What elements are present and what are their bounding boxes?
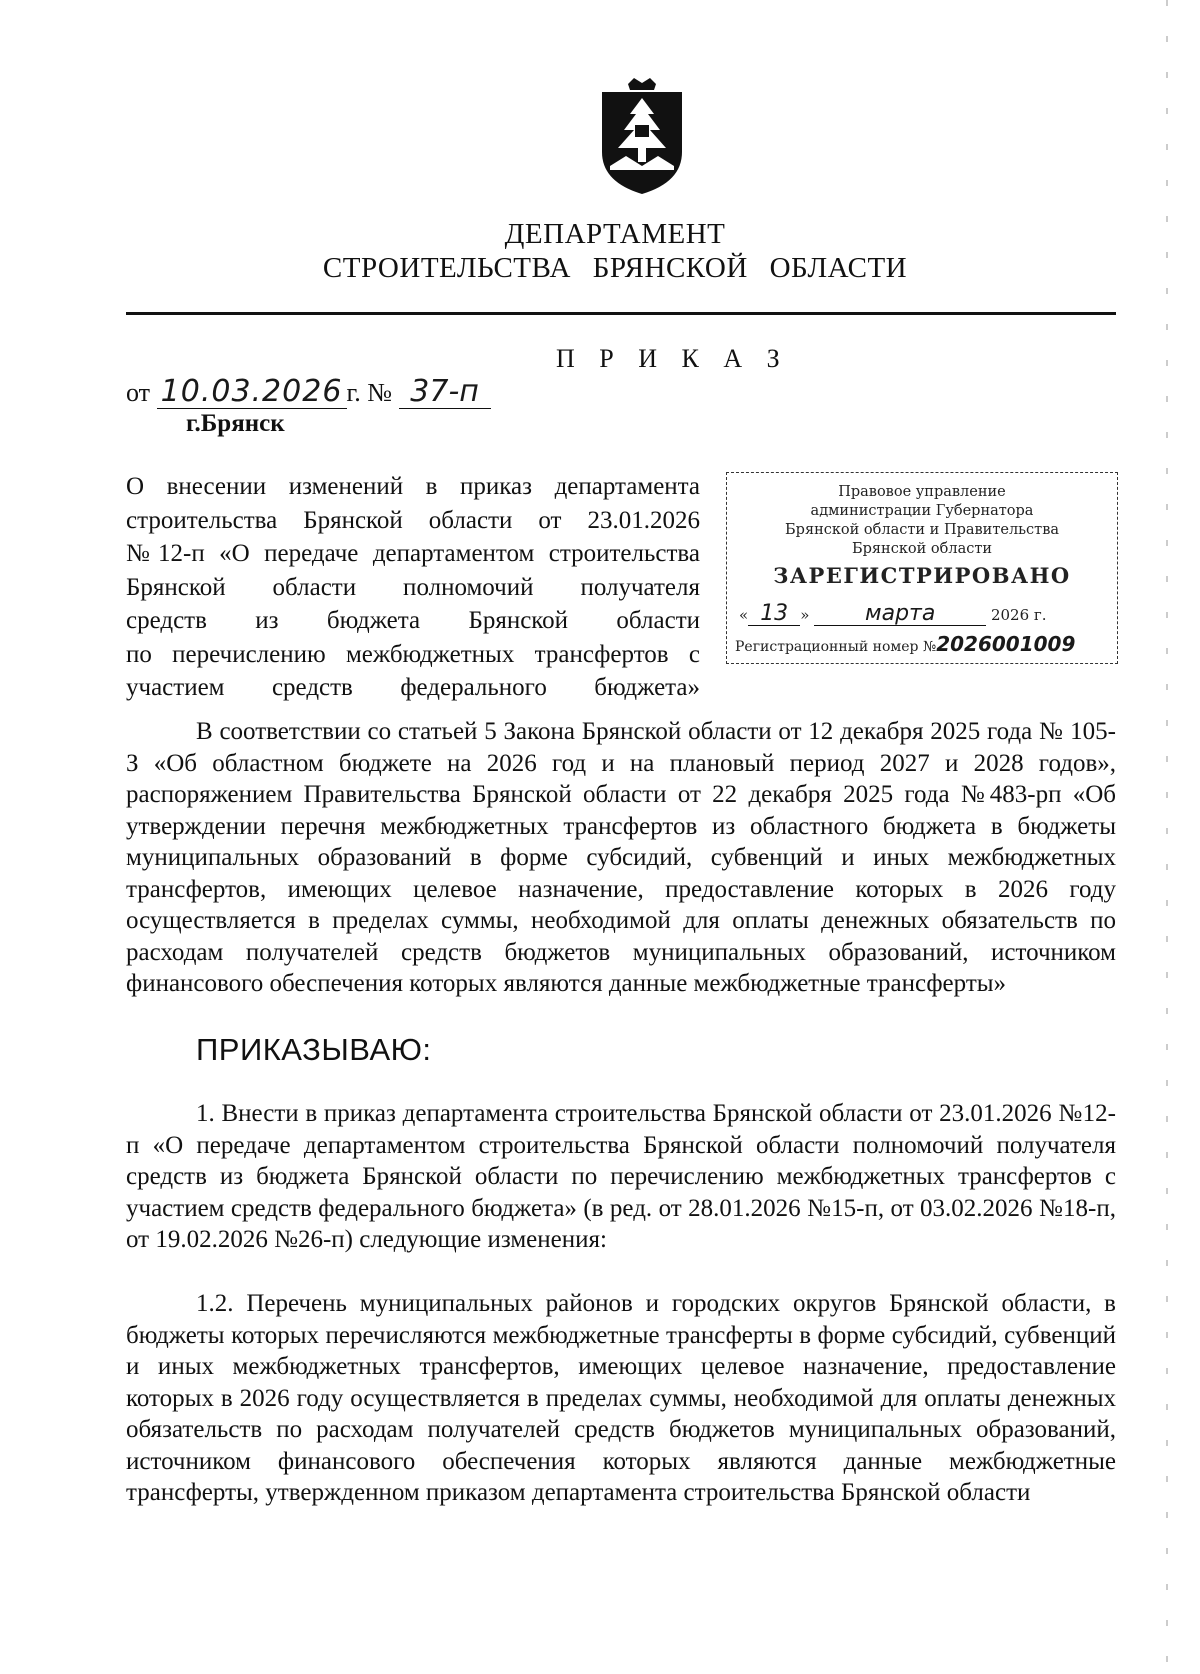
stamp-line: Правовое управление	[838, 484, 1006, 500]
body-paragraph-2: 1. Внести в приказ департамента строительства Брянской области от 23.01.2026 №12-п «О передаче департаментом строительства Брянской области полномочий получателя средств из бюджета Брянской области по перечислению межбюджетных трансфертов с участием средств федерального бюджета» (в ред. от 28.01.2026 №15-п, от 03.02.2026 №18-п, от 19.02.2026 №26-п) следующие изменения:	[126, 1100, 1116, 1253]
subject-line: средств из бюджета Брянской области	[126, 607, 700, 634]
subject-line: О внесении изменений в приказ департамента	[126, 473, 700, 500]
subject-line: Брянской области полномочий получателя	[126, 573, 700, 601]
from-label: от	[126, 378, 151, 407]
department-name-line1: ДЕПАРТАМЕНТ	[504, 218, 726, 250]
subject-line: №12-п «О передаче департаментом строительства	[126, 540, 700, 567]
order-title: П Р И К А З	[556, 344, 789, 373]
order-subject	[126, 470, 700, 705]
order-date-handwritten: 10.03.2026	[157, 376, 347, 409]
subject-line: по перечислению межбюджетных трансфертов с	[126, 640, 700, 668]
subject-line: участием средств федерального бюджета»	[126, 674, 700, 701]
stamp-date	[739, 603, 1047, 626]
stamp-reg-number-handwritten: 2026001009	[936, 632, 1076, 656]
stamp-reg-number	[735, 633, 1075, 655]
order-city: г.Брянск	[186, 410, 285, 437]
order-number-handwritten: 37-п	[399, 376, 491, 409]
stamp-day-handwritten: 13	[748, 603, 800, 626]
stamp-line: администрации Губернатора	[810, 503, 1034, 519]
stamp-line: Брянской области и Правительства	[785, 522, 1059, 538]
header-divider	[126, 312, 1116, 315]
coat-of-arms-emblem	[588, 78, 696, 196]
order-command: ПРИКАЗЫВАЮ:	[196, 1032, 432, 1067]
order-number-label: г. №	[346, 378, 393, 407]
scan-edge-mark	[1166, 0, 1168, 1674]
subject-line: строительства Брянской области от 23.01.2026	[126, 506, 700, 534]
stamp-reg-label: Регистрационный номер №	[735, 639, 937, 655]
stamp-date-open: «	[739, 606, 749, 624]
stamp-line: Брянской области	[851, 541, 993, 557]
stamp-year: 2026 г.	[990, 606, 1047, 624]
body-paragraph-1: В соответствии со статьей 5 Закона Брянской области от 12 декабря 2025 года № 105-З «Об областном бюджете на 2026 год и на плановый период 2027 и 2028 годов», распоряжением Правительства Брянской области от 22 декабря 2025 года №483-рп «Об утверждении перечня межбюджетных трансфертов из областного бюджета в бюджеты муниципальных образований в форме субсидий, субвенций и иных межбюджетных трансфертов, имеющих целевое назначение, предоставление которых в 2026 году осуществляется в пределах суммы, необходимой для оплаты денежных обязательств по расходам получателей средств бюджетов муниципальных образований, источником финансового обеспечения которых являются данные межбюджетные трансферты»	[126, 718, 1116, 997]
stamp-date-close: »	[800, 606, 810, 624]
stamp-month-handwritten: марта	[814, 603, 986, 626]
order-date-number-line	[126, 376, 491, 409]
registration-stamp	[726, 472, 1118, 664]
stamp-registered: ЗАРЕГИСТРИРОВАНО	[773, 563, 1071, 588]
body-paragraph-3: 1.2. Перечень муниципальных районов и городских округов Брянской области, в бюджеты которых перечисляются межбюджетные трансферты в форме субсидий, субвенций и иных межбюджетных трансфертов, имеющих целевое назначение, предоставление которых в 2026 году осуществляется в пределах суммы, необходимой для оплаты денежных обязательств по расходам получателей средств бюджетов муниципальных образований, источником финансового обеспечения которых являются данные межбюджетные трансферты, утвержденном приказом департамента строительства Брянской области	[126, 1290, 1116, 1506]
department-name-line2: СТРОИТЕЛЬСТВА БРЯНСКОЙ ОБЛАСТИ	[322, 252, 908, 284]
